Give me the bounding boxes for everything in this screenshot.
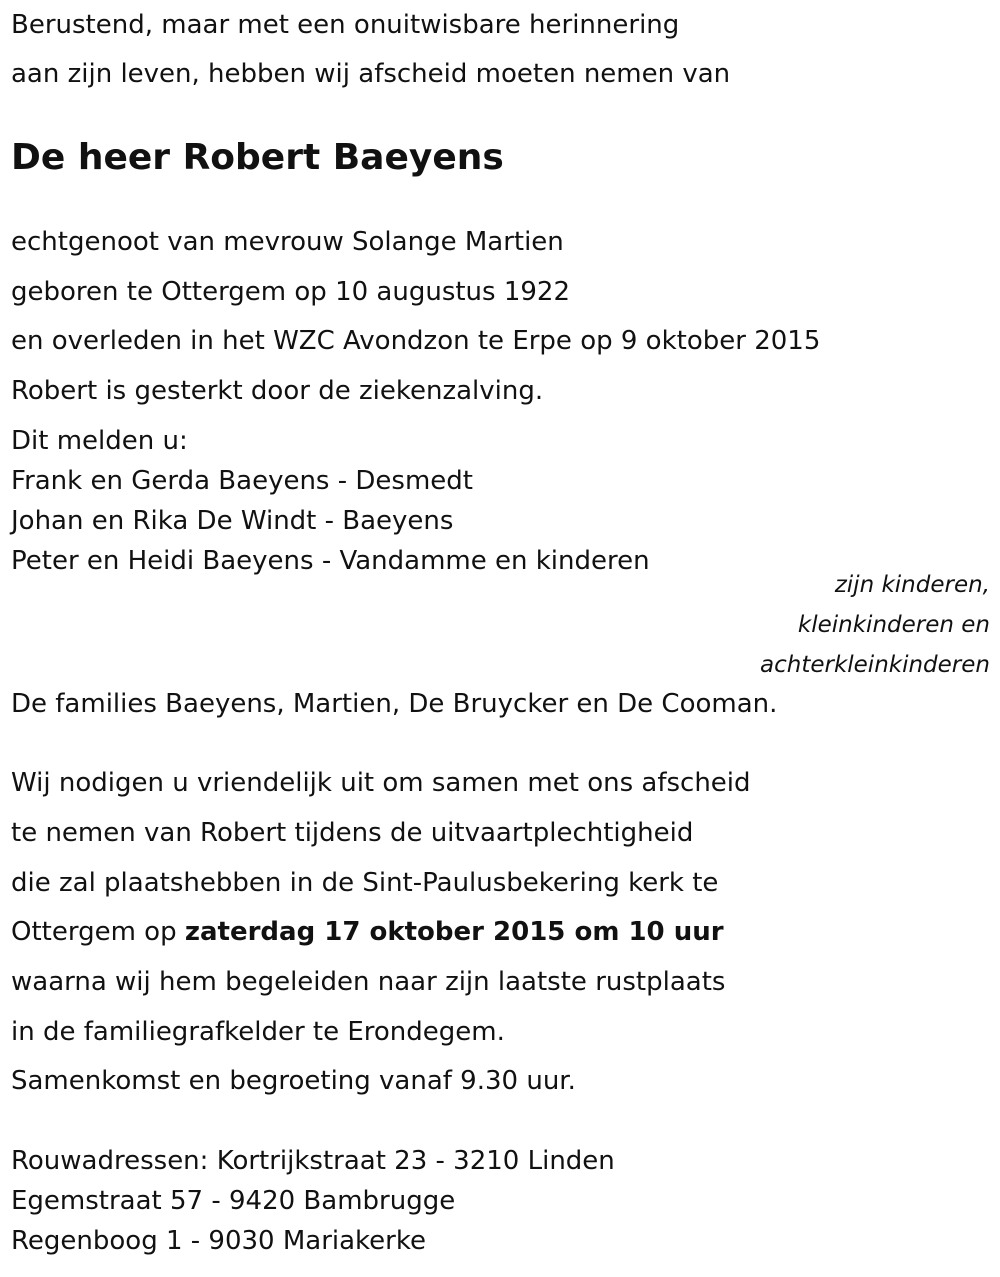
announcer-name-1: Frank en Gerda Baeyens - Desmedt [11, 466, 473, 496]
invitation-line-3: die zal plaatshebben in de Sint-Paulusbekering kerk te [11, 868, 719, 898]
relation-line-1: zijn kinderen, [834, 572, 990, 598]
detail-sacrament: Robert is gesterkt door de ziekenzalving. [11, 376, 544, 406]
intro-line-2: aan zijn leven, hebben wij afscheid moeten nemen van [11, 59, 731, 89]
intro-line-1: Berustend, maar met een onuitwisbare herinnering [11, 10, 680, 40]
announcers-heading: Dit melden u: [11, 426, 188, 456]
detail-death: en overleden in het WZC Avondzon te Erpe op 9 oktober 2015 [11, 326, 821, 356]
announcer-name-2: Johan en Rika De Windt - Baeyens [11, 506, 454, 536]
announcer-name-3: Peter en Heidi Baeyens - Vandamme en kinderen [11, 546, 650, 576]
detail-birth: geboren te Ottergem op 10 augustus 1922 [11, 277, 571, 307]
invitation-place: Ottergem op [11, 917, 185, 947]
relation-line-2: kleinkinderen en [797, 612, 990, 638]
invitation-line-2: te nemen van Robert tijdens de uitvaartplechtigheid [11, 818, 694, 848]
invitation-line-4 [11, 916, 724, 948]
funeral-datetime: zaterdag 17 oktober 2015 om 10 uur [184, 917, 724, 947]
detail-spouse: echtgenoot van mevrouw Solange Martien [11, 227, 564, 257]
relation-line-3: achterkleinkinderen [760, 652, 990, 678]
deceased-name: De heer Robert Baeyens [11, 137, 504, 178]
invitation-line-6: in de familiegrafkelder te Erondegem. [11, 1017, 505, 1047]
invitation-line-1: Wij nodigen u vriendelijk uit om samen met ons afscheid [11, 768, 751, 798]
invitation-line-5: waarna wij hem begeleiden naar zijn laatste rustplaats [11, 967, 726, 997]
address-line-2: Egemstraat 57 - 9420 Bambrugge [11, 1186, 456, 1216]
invitation-line-7: Samenkomst en begroeting vanaf 9.30 uur. [11, 1066, 576, 1096]
families-line: De families Baeyens, Martien, De Bruycker en De Cooman. [11, 689, 778, 719]
address-line-3: Regenboog 1 - 9030 Mariakerke [11, 1226, 426, 1256]
address-line-1: Rouwadressen: Kortrijkstraat 23 - 3210 Linden [11, 1146, 615, 1176]
